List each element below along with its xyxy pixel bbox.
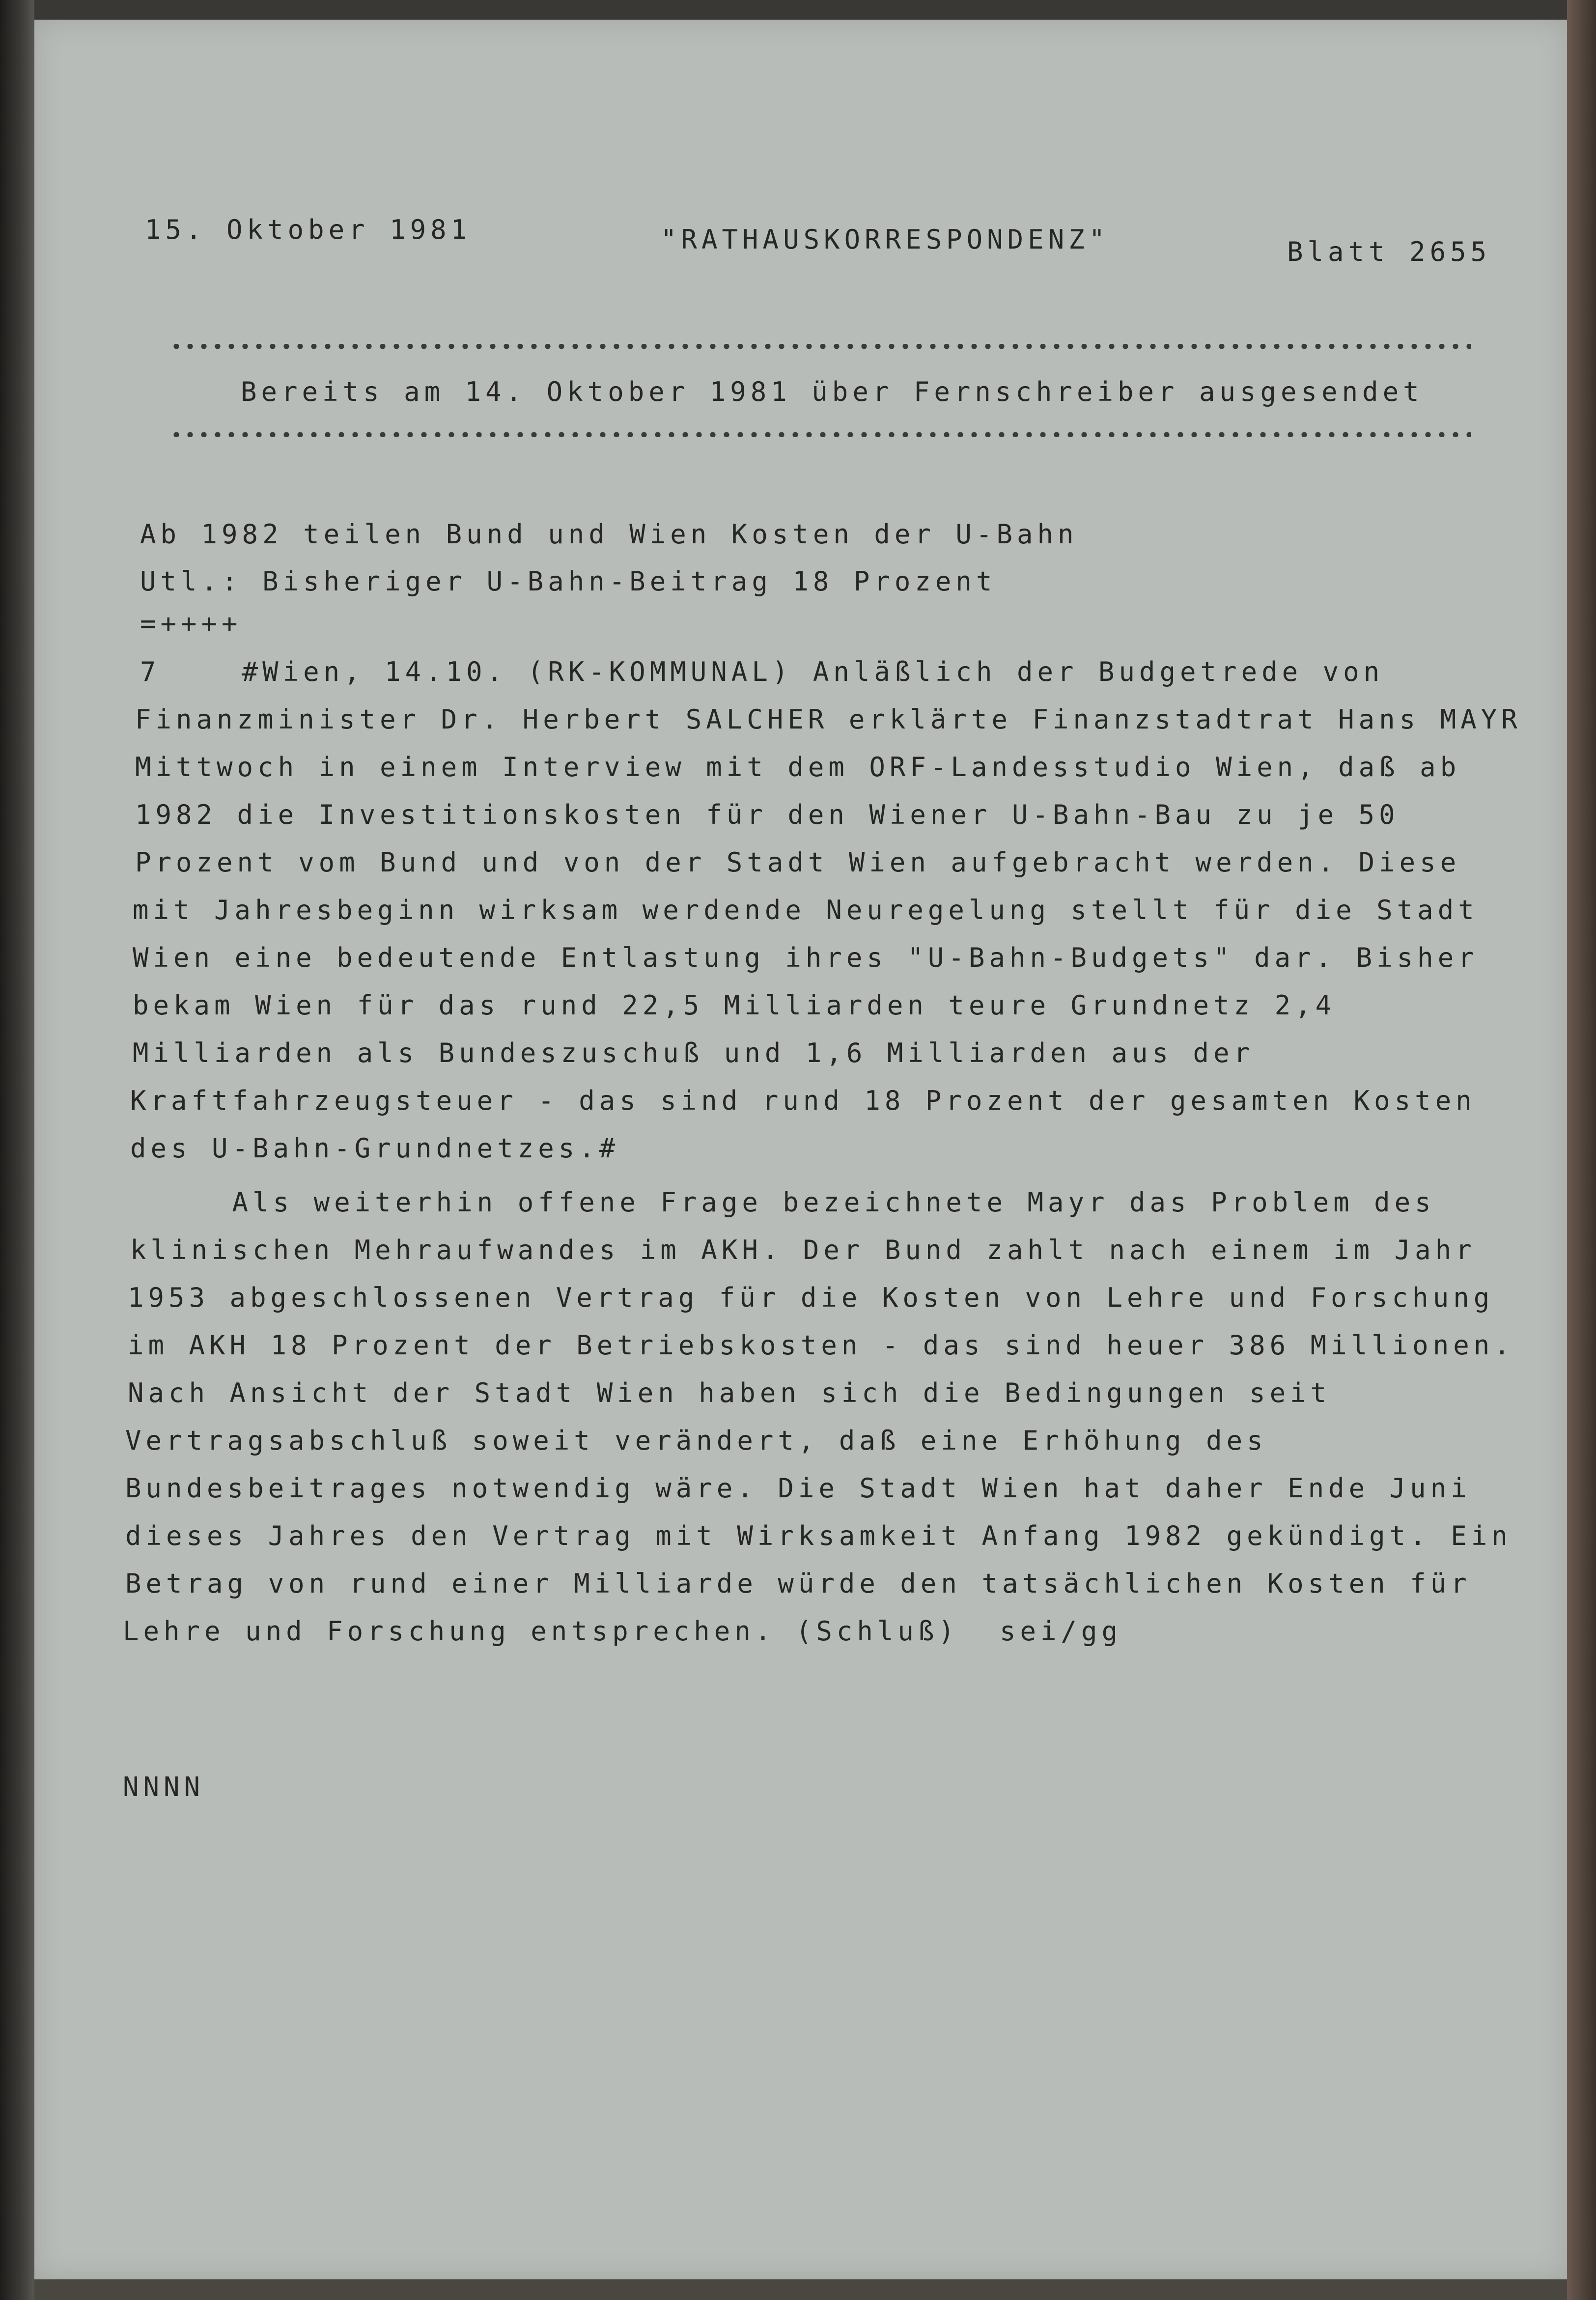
body-line: des U-Bahn-Grundnetzes.# [130,1133,620,1164]
body-line: im AKH 18 Prozent der Betriebskosten - das sind heuer 386 Millionen. [128,1330,1514,1361]
body-line: Nach Ansicht der Stadt Wien haben sich die Bedingungen seit [128,1377,1331,1408]
body-line: bekam Wien für das rund 22,5 Milliarden teure Grundnetz 2,4 [133,990,1336,1021]
body-line: Vertragsabschluß soweit verändert, daß eine Erhöhung des [125,1425,1267,1456]
body-line: Als weiterhin offene Frage bezeichnete Mayr das Problem des [130,1187,1435,1218]
header-publication: "RATHAUSKORRESPONDENZ" [661,224,1110,255]
body-line: Mittwoch in einem Interview mit dem ORF-Landesstudio Wien, daß ab [135,752,1461,783]
body-line: Bundesbeitrages notwendig wäre. Die Stadt Wien hat daher Ende Juni [125,1473,1471,1504]
body-line: Finanzminister Dr. Herbert SALCHER erklärte Finanzstadtrat Hans MAYR [135,704,1522,735]
dotted-rule-bottom [169,432,1471,437]
page-bottom-edge [34,2279,1567,2300]
body-line: Lehre und Forschung entsprechen. (Schluß) sei/gg [123,1616,1122,1647]
article-marker: =++++ [140,608,242,639]
transmission-notice: Bereits am 14. Oktober 1981 über Fernschreiber ausgesendet [241,376,1424,407]
body-line: 7 #Wien, 14.10. (RK-KOMMUNAL) Anläßlich der Budgetrede von [140,656,1384,687]
body-line: 1982 die Investitionskosten für den Wiener U-Bahn-Bau zu je 50 [135,799,1400,830]
book-spine [0,0,34,2300]
article-title: Ab 1982 teilen Bund und Wien Kosten der U-Bahn [140,519,1078,550]
body-line: 1953 abgeschlossenen Vertrag für die Kosten von Lehre und Forschung [128,1282,1494,1313]
body-line: dieses Jahres den Vertrag mit Wirksamkeit Anfang 1982 gekündigt. Ein [125,1520,1512,1551]
body-line: Prozent vom Bund und von der Stadt Wien aufgebracht werden. Diese [135,847,1461,878]
page-edge [1567,0,1596,2300]
dotted-rule-top [169,344,1471,349]
body-line: Milliarden als Bundeszuschuß und 1,6 Milliarden aus der [133,1038,1255,1068]
body-line: klinischen Mehraufwandes im AKH. Der Bund zahlt nach einem im Jahr [130,1234,1476,1265]
article-subtitle: Utl.: Bisheriger U-Bahn-Beitrag 18 Prozent [140,566,997,597]
header-sheet-number: Blatt 2655 [1287,236,1491,267]
body-line: Betrag von rund einer Milliarde würde den tatsächlichen Kosten für [125,1568,1471,1599]
body-line: Kraftfahrzeugsteuer - das sind rund 18 Prozent der gesamten Kosten [130,1085,1476,1116]
body-line: mit Jahresbeginn wirksam werdende Neuregelung stellt für die Stadt [133,895,1479,926]
end-mark: NNNN [123,1771,205,1802]
header-date: 15. Oktober 1981 [145,214,472,245]
body-line: Wien eine bedeutende Entlastung ihres "U-Bahn-Budgets" dar. Bisher [133,942,1479,973]
